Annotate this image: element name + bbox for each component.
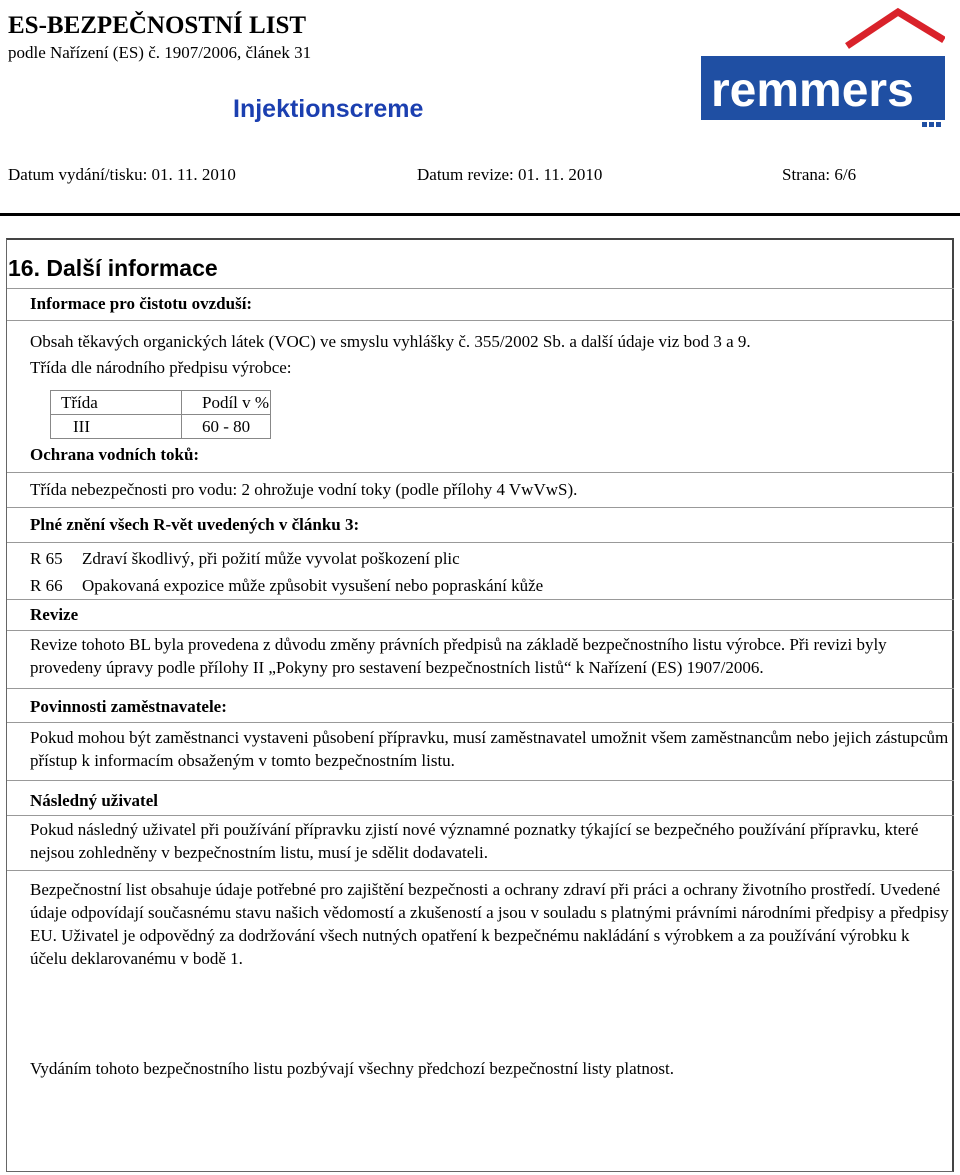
disclaimer-text: Bezpečnostní list obsahuje údaje potřebné pro zajištění bezpečnosti a ochrany zdraví při práci a ochrany životního prostředí. Uvedené údaje odpovídají současnému stavu našich vědomostí a zkušeností a jsou v souladu s platnými právními národními předpisy a předpisy EU. Uživatel je odpovědný za dodržování všech nutných opatření k bezpečnému nakládání s výrobkem a za používání výrobku k účelu deklarovanému v bodě 1.	[30, 880, 949, 968]
divider	[7, 815, 954, 816]
final-note: Vydáním tohoto bezpečnostního listu pozbývají všechny předchozí bezpečnostní listy platnost.	[30, 1059, 674, 1078]
divider	[7, 599, 954, 600]
r-phrase-code: R 66	[30, 576, 63, 595]
divider	[7, 722, 954, 723]
table-header-cell: Třída	[51, 391, 182, 415]
water-protection-heading: Ochrana vodních toků:	[30, 445, 200, 464]
employer-text: Pokud mohou být zaměstnanci vystaveni působení přípravku, musí zaměstnavatel umožnit všem zaměstnancům nebo jejich zástupcům přístup k informacím obsaženým v tomto bezpečnostním listu.	[30, 728, 949, 770]
divider	[7, 542, 954, 543]
downstream-user-heading: Následný uživatel	[30, 791, 158, 810]
revision-text: Revize tohoto BL byla provedena z důvodu změny právních předpisů na základě bezpečnostního listu výrobce. Při revizi byly provedeny úpravy podle přílohy II „Pokyny pro sestavení bezpečnostních listů“ k Nařízení (ES) 1907/2006.	[30, 635, 887, 677]
water-text: Třída nebezpečnosti pro vodu: 2 ohrožuje vodní toky (podle přílohy 4 VwVwS).	[30, 480, 578, 499]
revision-date: Datum revize: 01. 11. 2010	[417, 165, 603, 184]
table-header-row	[51, 391, 271, 415]
product-name: Injektionscreme	[233, 95, 424, 123]
class-text: Třída dle národního předpisu výrobce:	[30, 358, 292, 377]
downstream-user-text: Pokud následný uživatel při používání přípravku zjistí nové významné poznatky týkající se bezpečného používání přípravku, které nejsou zohledněny v bezpečnostním listu, musí je sdělit dodavateli.	[30, 820, 919, 862]
document-subtitle: podle Nařízení (ES) č. 1907/2006, článek 31	[8, 43, 312, 62]
employer-duties-heading: Povinnosti zaměstnavatele:	[30, 697, 227, 716]
r-phrase-text: Zdraví škodlivý, při požití může vyvolat poškození plic	[82, 549, 460, 568]
divider	[7, 780, 954, 781]
logo-text: remmers	[711, 64, 914, 117]
divider	[7, 472, 954, 473]
table-row	[51, 415, 271, 439]
revision-heading: Revize	[30, 605, 79, 624]
divider	[7, 870, 954, 871]
page-number: Strana: 6/6	[782, 165, 857, 184]
divider	[7, 507, 954, 508]
divider	[7, 630, 954, 631]
remmers-logo	[697, 6, 945, 132]
air-quality-heading: Informace pro čistotu ovzduší:	[30, 294, 253, 313]
section-title: 16. Další informace	[8, 255, 218, 281]
r-phrase-text: Opakovaná expozice může způsobit vysušení nebo popraskání kůže	[82, 576, 544, 595]
table-cell: III	[51, 415, 182, 439]
divider	[7, 688, 954, 689]
divider	[7, 320, 954, 321]
document-title: ES-BEZPEČNOSTNÍ LIST	[8, 12, 307, 39]
voc-text: Obsah těkavých organických látek (VOC) ve smyslu vyhlášky č. 355/2002 Sb. a další údaje viz bod 3 a 9.	[30, 332, 751, 351]
class-table	[50, 390, 271, 439]
divider	[7, 288, 954, 289]
r-phrases-heading: Plné znění všech R-vět uvedených v článku 3:	[30, 515, 360, 534]
r-phrase-code: R 65	[30, 549, 63, 568]
document-header	[0, 0, 960, 216]
header-rule	[0, 213, 960, 216]
table-header-cell: Podíl v %	[182, 391, 271, 415]
issue-date: Datum vydání/tisku: 01. 11. 2010	[8, 165, 236, 184]
table-cell: 60 - 80	[182, 415, 271, 439]
